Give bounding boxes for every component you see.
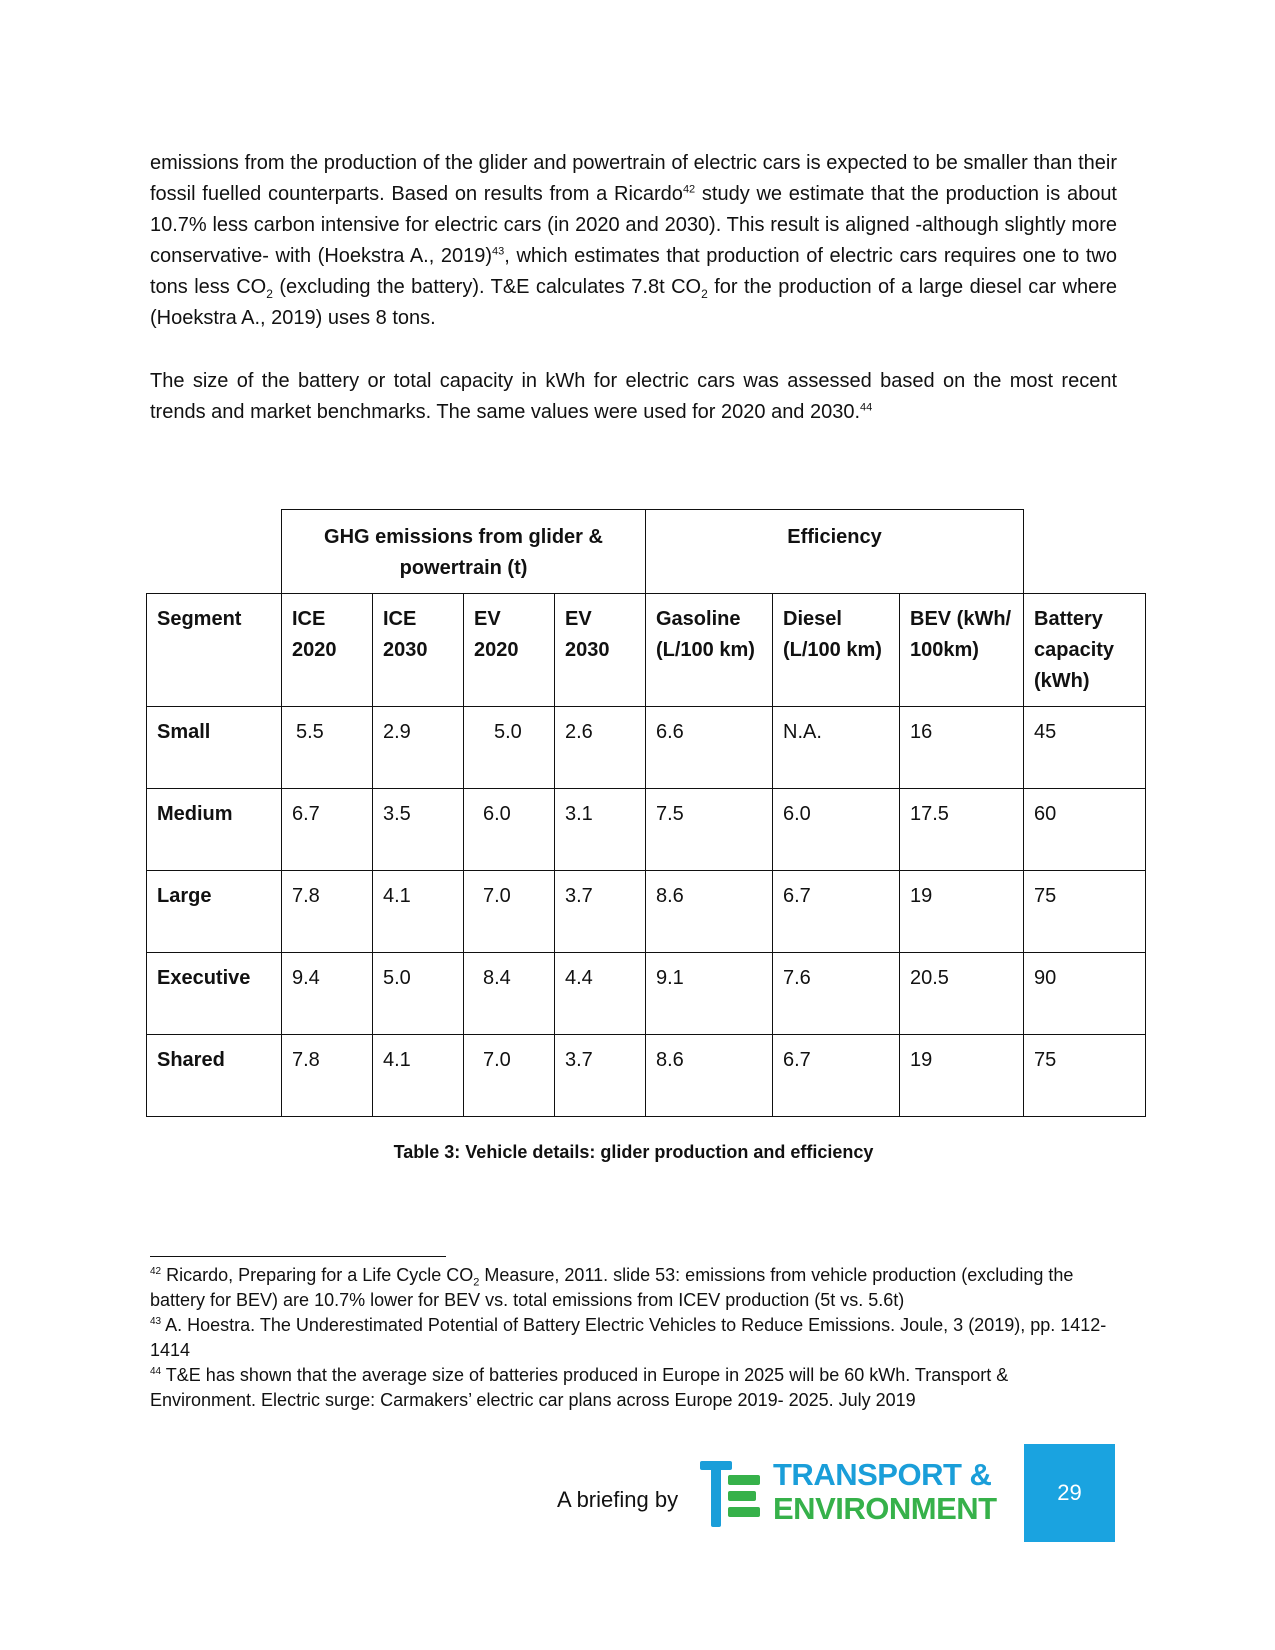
- col-header-ev-2030: EV 2030: [554, 593, 646, 707]
- table-cell: N.A.: [772, 706, 900, 789]
- table-cell: 8.4: [463, 952, 555, 1035]
- table-cell: 7.8: [281, 1034, 373, 1117]
- col-header-ice-2030: ICE 2030: [372, 593, 464, 707]
- table-cell: 5.5: [281, 706, 373, 789]
- table-cell: 7.0: [463, 1034, 555, 1117]
- table-cell: 6.7: [772, 1034, 900, 1117]
- table-cell: 4.1: [372, 1034, 464, 1117]
- table-cell: 5.0: [372, 952, 464, 1035]
- table-cell: 3.7: [554, 870, 646, 953]
- col-header-bev: BEV (kWh/ 100km): [899, 593, 1024, 707]
- table-row-segment: Large: [146, 870, 282, 953]
- footnote-ref-42[interactable]: 42: [682, 183, 696, 196]
- page-number: 29: [1057, 1480, 1082, 1505]
- footnote-ref-44[interactable]: 44: [860, 401, 873, 414]
- table-cell: 3.1: [554, 788, 646, 871]
- col-header-diesel: Diesel (L/100 km): [772, 593, 900, 707]
- table-cell: 8.6: [645, 870, 773, 953]
- text-run: emissions from the production of the glider and powertrain of electric cars is expected to be smaller than their fossil fuelled counterparts. Based on results from a Ricardo: [150, 152, 1117, 205]
- text-run: , which estimates that production of electric cars requires one to two tons less CO: [150, 245, 1118, 298]
- table-cell: 20.5: [899, 952, 1024, 1035]
- table-cell: 2.6: [554, 706, 646, 789]
- table-cell: 17.5: [899, 788, 1024, 871]
- text-run: study we estimate that the production is about 10.7% less carbon intensive for electric cars (in 2020 and 2030). This result is aligned -although slightly more conservative- with (Hoekstra A., 2019): [150, 183, 1117, 267]
- table-cell: 4.1: [372, 870, 464, 953]
- body-paragraph-1: [150, 148, 1117, 334]
- table-cell: 4.4: [554, 952, 646, 1035]
- footnote-42: $^{42}$ Ricardo, Preparing for a Life Cycle $CO_2$ Measure, 2011. slide 53: emissions from vehicle production (excluding the battery for BEV) are 10.7% lower for BEV vs. total emissions from ICEV production (5t vs. 5.6t): [150, 1265, 1074, 1310]
- logo-wordmark-line-1: TRANSPORT &: [773, 1457, 992, 1492]
- briefing-by-label: A briefing by: [557, 1487, 679, 1512]
- table-row-segment: Executive: [146, 952, 282, 1035]
- table-cell: 45: [1023, 706, 1146, 789]
- table-cell: 90: [1023, 952, 1146, 1035]
- text-run: for the production of a large diesel car where (Hoekstra A., 2019) uses 8 tons.: [150, 276, 1117, 329]
- table-cell: 6.0: [463, 788, 555, 871]
- table-cell: 6.6: [645, 706, 773, 789]
- col-header-ice-2020: ICE 2020: [281, 593, 373, 707]
- table-cell: 60: [1023, 788, 1146, 871]
- table-cell: 3.7: [554, 1034, 646, 1117]
- table-cell: 19: [899, 870, 1024, 953]
- table-row-segment: Shared: [146, 1034, 282, 1117]
- subscript: 2: [701, 287, 708, 301]
- table-cell: 6.7: [772, 870, 900, 953]
- table-cell: 7.8: [281, 870, 373, 953]
- table-cell: 7.0: [463, 870, 555, 953]
- table-cell: 7.5: [645, 788, 773, 871]
- footnote-43: $^{43}$ A. Hoestra. The Underestimated Potential of Battery Electric Vehicles to Reduce Emissions. Joule, 3 (2019), pp. 1412-1414: [150, 1315, 1107, 1360]
- table-cell: 9.1: [645, 952, 773, 1035]
- footnote-divider: [150, 1256, 446, 1257]
- table-cell: 16: [899, 706, 1024, 789]
- group-header-ghg: GHG emissions from glider & powertrain (t): [281, 509, 646, 594]
- table-cell: 6.0: [772, 788, 900, 871]
- table-cell: 75: [1023, 1034, 1146, 1117]
- table-cell: 9.4: [281, 952, 373, 1035]
- col-header-segment: Segment: [146, 593, 282, 707]
- group-header-efficiency: Efficiency: [645, 509, 1024, 594]
- col-header-gasoline: Gasoline (L/100 km): [645, 593, 773, 707]
- table-cell: 2.9: [372, 706, 464, 789]
- table-cell: 8.6: [645, 1034, 773, 1117]
- footnote-44: $^{44}$ T&E has shown that the average size of batteries produced in Europe in 2025 will be 60 kWh. Transport & Environment. Electric surge: Carmakers’ electric car plans across Europe 2019- 2025. July 2019: [150, 1365, 1009, 1410]
- table-row-segment: Small: [146, 706, 282, 789]
- table-cell: 7.6: [772, 952, 900, 1035]
- footnote-ref-43[interactable]: 43: [492, 245, 505, 258]
- table-cell: 3.5: [372, 788, 464, 871]
- te-logo-icon: [700, 1461, 760, 1527]
- text-run: (excluding the battery). T&E calculates 7.8t CO: [272, 276, 702, 298]
- table-cell: 19: [899, 1034, 1024, 1117]
- footnotes: [150, 1263, 1110, 1413]
- table-cell: 75: [1023, 870, 1146, 953]
- body-paragraph-2: [150, 366, 1117, 428]
- col-header-ev-2020: EV 2020: [463, 593, 555, 707]
- table-caption: Table 3: Vehicle details: glider production and efficiency: [393, 1142, 874, 1162]
- logo-wordmark-line-2: ENVIRONMENT: [773, 1491, 997, 1526]
- col-header-battery: Battery capacity (kWh): [1023, 593, 1146, 707]
- table-cell: 6.7: [281, 788, 373, 871]
- table-row-segment: Medium: [146, 788, 282, 871]
- text-run: The size of the battery or total capacity in kWh for electric cars was assessed based on the most recent trends and market benchmarks. The same values were used for 2020 and 2030.: [150, 370, 1117, 423]
- subscript: 2: [266, 287, 273, 301]
- table-cell: 5.0: [463, 706, 555, 789]
